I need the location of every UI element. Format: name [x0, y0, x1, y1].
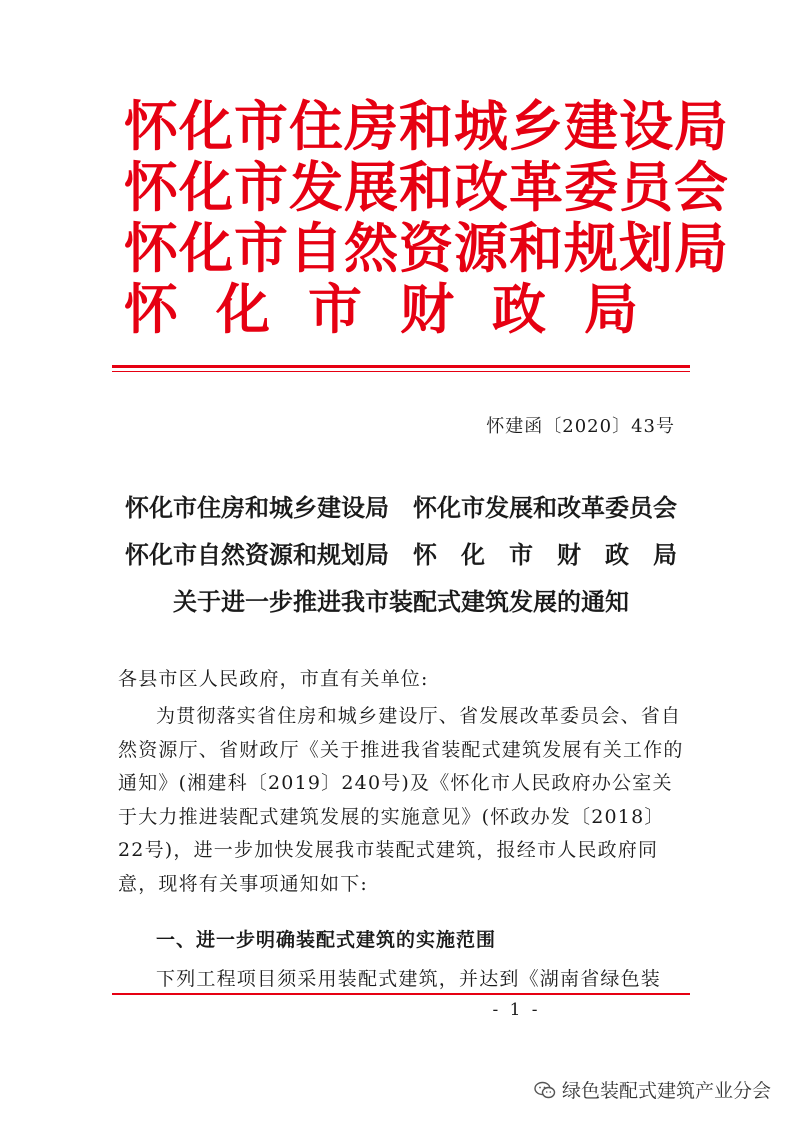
watermark-text: 绿色装配式建筑产业分会	[561, 1080, 771, 1102]
header-divider-thick	[112, 365, 690, 368]
section-heading-1: 一、进一步明确装配式建筑的实施范围	[156, 929, 497, 951]
document-number: 怀建函〔2020〕43号	[486, 416, 675, 437]
wechat-watermark	[534, 1076, 771, 1103]
header-line-housing-bureau: 怀化市住房和城乡建设局	[124, 94, 729, 158]
issuing-authorities-header	[124, 94, 729, 341]
header-line-development-commission: 怀化市发展和改革委员会	[124, 155, 729, 219]
document-title	[110, 484, 692, 625]
title-line-3: 关于进一步推进我市装配式建筑发展的通知	[173, 587, 629, 616]
header-line-finance-bureau: 怀化市财政局	[124, 277, 676, 341]
header-divider-thin	[112, 371, 690, 372]
header-line-natural-resources-bureau: 怀化市自然资源和规划局	[124, 216, 729, 280]
page-number: - 1 -	[492, 1000, 541, 1020]
title-line-2: 怀化市自然资源和规划局 怀 化 市 财 政 局	[125, 540, 677, 569]
footer-divider	[112, 993, 690, 995]
body-paragraph-2: 下列工程项目须采用装配式建筑，并达到《湖南省绿色装	[156, 968, 662, 990]
salutation: 各县市区人民政府，市直有关单位:	[118, 668, 429, 690]
title-line-1: 怀化市住房和城乡建设局 怀化市发展和改革委员会	[125, 493, 677, 522]
wechat-icon	[534, 1081, 556, 1099]
body-paragraph-1: 为贯彻落实省住房和城乡建设厅、省发展改革委员会、省自然资源厅、省财政厅《关于推进我省装配式建筑发展有关工作的通知》(湘建科〔2019〕240号)及《怀化市人民政府办公室关于大力推进装配式建筑发展的实施意见》(怀政办发〔2018〕22号)，进一步加快发展我市装配式建筑，报经市人民政府同意，现将有关事项通知如下:	[118, 705, 684, 895]
